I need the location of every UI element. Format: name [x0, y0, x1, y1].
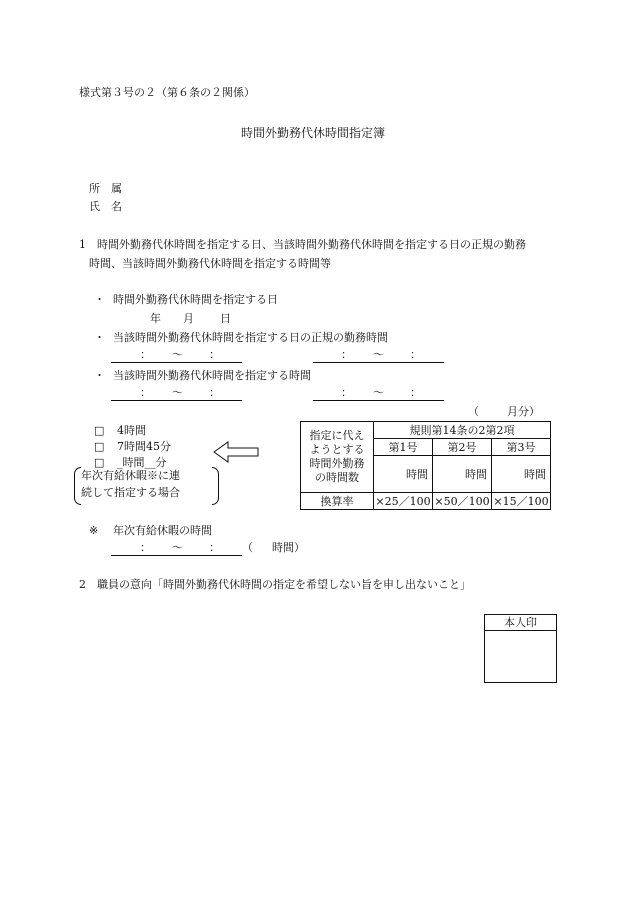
colon: ：	[410, 386, 421, 399]
note-line1: 年次有給休暇※に連	[81, 469, 180, 482]
hours-cell[interactable]: 時間	[433, 456, 492, 493]
date-month: 月	[183, 312, 194, 325]
seal-box[interactable]	[484, 614, 557, 683]
colon: ：	[140, 541, 151, 554]
colon: ：	[341, 386, 352, 399]
seal-label: 本人印	[485, 615, 556, 631]
section1-heading-line1: 1 時間外勤務代休時間を指定する日、当該時間外勤務代休時間を指定する日の正規の勤務	[79, 238, 526, 251]
time-range-line[interactable]	[111, 555, 242, 556]
section1-heading-line2: 時間、当該時間外勤務代休時間を指定する時間等	[89, 257, 331, 270]
rate-cell: ×15／100	[492, 493, 551, 510]
hours-cell[interactable]: 時間	[492, 456, 551, 493]
hours-label: 時間）	[272, 541, 305, 554]
month-label: 月分）	[507, 405, 540, 418]
hours-paren-open: （	[242, 541, 253, 554]
arrow-left-icon	[212, 440, 260, 464]
date-day: 日	[220, 312, 231, 325]
colon: ：	[209, 348, 220, 361]
item1-label: 時間外勤務代休時間を指定する日	[113, 293, 278, 306]
date-year: 年	[150, 312, 161, 325]
rate-cell: ×50／100	[433, 493, 492, 510]
colon: ：	[140, 386, 151, 399]
month-paren-open: （	[468, 405, 479, 418]
conversion-table	[300, 421, 551, 510]
right-bracket	[212, 467, 219, 505]
checkbox[interactable]: □	[94, 456, 105, 469]
time-range-line[interactable]	[313, 362, 444, 363]
tilde: 〜	[373, 348, 384, 361]
annual-leave-mark: ※	[89, 524, 99, 537]
column-header: 第3号	[492, 439, 551, 456]
item2-label: 当該時間外勤務代休時間を指定する日の正規の勤務時間	[113, 331, 388, 344]
tilde: 〜	[172, 348, 183, 361]
colon: ：	[341, 348, 352, 361]
colon: ：	[410, 348, 421, 361]
option-label: _時間__分	[117, 456, 167, 469]
tilde: 〜	[172, 541, 183, 554]
colon: ：	[209, 386, 220, 399]
bullet: ・	[94, 369, 105, 382]
option-label: 7時間45分	[117, 440, 171, 453]
note-line2: 続して指定する場合	[81, 486, 180, 499]
checkbox[interactable]: □	[94, 424, 105, 437]
tilde: 〜	[373, 386, 384, 399]
column-header: 第2号	[433, 439, 492, 456]
column-header: 第1号	[374, 439, 433, 456]
tilde: 〜	[172, 386, 183, 399]
group-header: 規則第14条の2第2項	[374, 422, 551, 439]
page-title: 時間外勤務代休時間指定簿	[241, 126, 386, 140]
bullet: ・	[94, 293, 105, 306]
row-header: 指定に代え ようとする 時間外勤務 の時間数	[301, 422, 374, 493]
time-range-line[interactable]	[111, 362, 242, 363]
time-range-line[interactable]	[111, 400, 242, 401]
colon: ：	[209, 541, 220, 554]
name-label: 氏 名	[89, 200, 122, 213]
annual-leave-label: 年次有給休暇の時間	[113, 524, 212, 537]
section2-text: 2 職員の意向「時間外勤務代休時間の指定を希望しない旨を申し出ないこと」	[79, 578, 471, 591]
rate-label: 換算率	[301, 493, 374, 510]
option-label: 4時間	[117, 424, 146, 437]
left-bracket	[74, 467, 81, 505]
rate-cell: ×25／100	[374, 493, 433, 510]
affiliation-label: 所 属	[89, 182, 122, 195]
hours-cell[interactable]: 時間	[374, 456, 433, 493]
form-number: 様式第３号の２（第６条の２関係）	[79, 86, 255, 99]
item3-label: 当該時間外勤務代休時間を指定する時間	[113, 369, 311, 382]
bullet: ・	[94, 331, 105, 344]
time-range-line[interactable]	[313, 400, 444, 401]
checkbox[interactable]: □	[94, 440, 105, 453]
colon: ：	[140, 348, 151, 361]
